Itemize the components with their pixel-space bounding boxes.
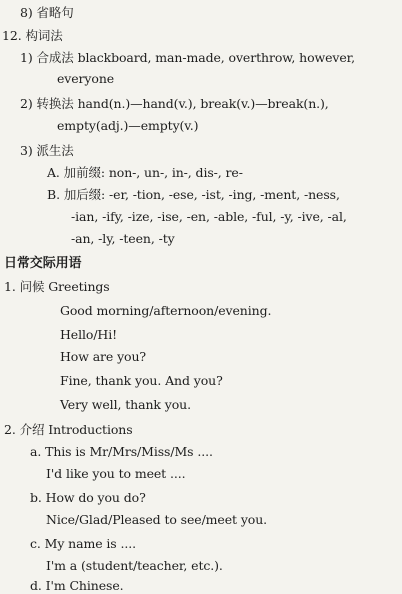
section-heading-daily-expressions: 日常交际用语 <box>4 256 82 271</box>
suffix-list: B. 加后缀: -er, -tion, -ese, -ist, -ing, -ment, -ness, <box>47 187 340 202</box>
greeting-line-2: Hello/Hi! <box>60 327 118 342</box>
greeting-line-3: How are you? <box>60 349 147 364</box>
item-ellipsis-sentence: 8) 省略句 <box>20 5 74 20</box>
suffix-list-cont-1: -ian, -ify, -ize, -ise, -en, -able, -ful, -y, -ive, -al, <box>71 209 347 224</box>
item-conversion-cont: empty(adj.)—empty(v.) <box>57 118 199 133</box>
intro-b: b. How do you do? <box>30 490 146 505</box>
suffix-list-cont-2: -an, -ly, -teen, -ty <box>71 231 175 246</box>
greeting-line-1: Good morning/afternoon/evening. <box>60 303 272 318</box>
heading-greetings: 1. 问候 Greetings <box>4 279 110 294</box>
intro-d: d. I'm Chinese. <box>30 578 124 593</box>
greeting-line-4: Fine, thank you. And you? <box>60 373 223 388</box>
intro-a-cont: I'd like you to meet .... <box>46 466 186 481</box>
item-compounding-cont: everyone <box>57 71 115 86</box>
intro-c: c. My name is .... <box>30 536 136 551</box>
item-compounding: 1) 合成法 blackboard, man-made, overthrow, however, <box>20 50 356 65</box>
item-conversion: 2) 转换法 hand(n.)—hand(v.), break(v.)—break(n.), <box>20 96 329 111</box>
intro-a: a. This is Mr/Mrs/Miss/Ms .... <box>30 444 213 459</box>
heading-word-formation: 12. 构词法 <box>2 28 63 43</box>
greeting-line-5: Very well, thank you. <box>60 397 191 412</box>
heading-introductions: 2. 介绍 Introductions <box>4 422 133 437</box>
prefix-list: A. 加前缀: non-, un-, in-, dis-, re- <box>47 165 243 180</box>
intro-c-cont: I'm a (student/teacher, etc.). <box>46 558 223 573</box>
item-derivation: 3) 派生法 <box>20 143 74 158</box>
intro-b-cont: Nice/Glad/Pleased to see/meet you. <box>46 512 268 527</box>
